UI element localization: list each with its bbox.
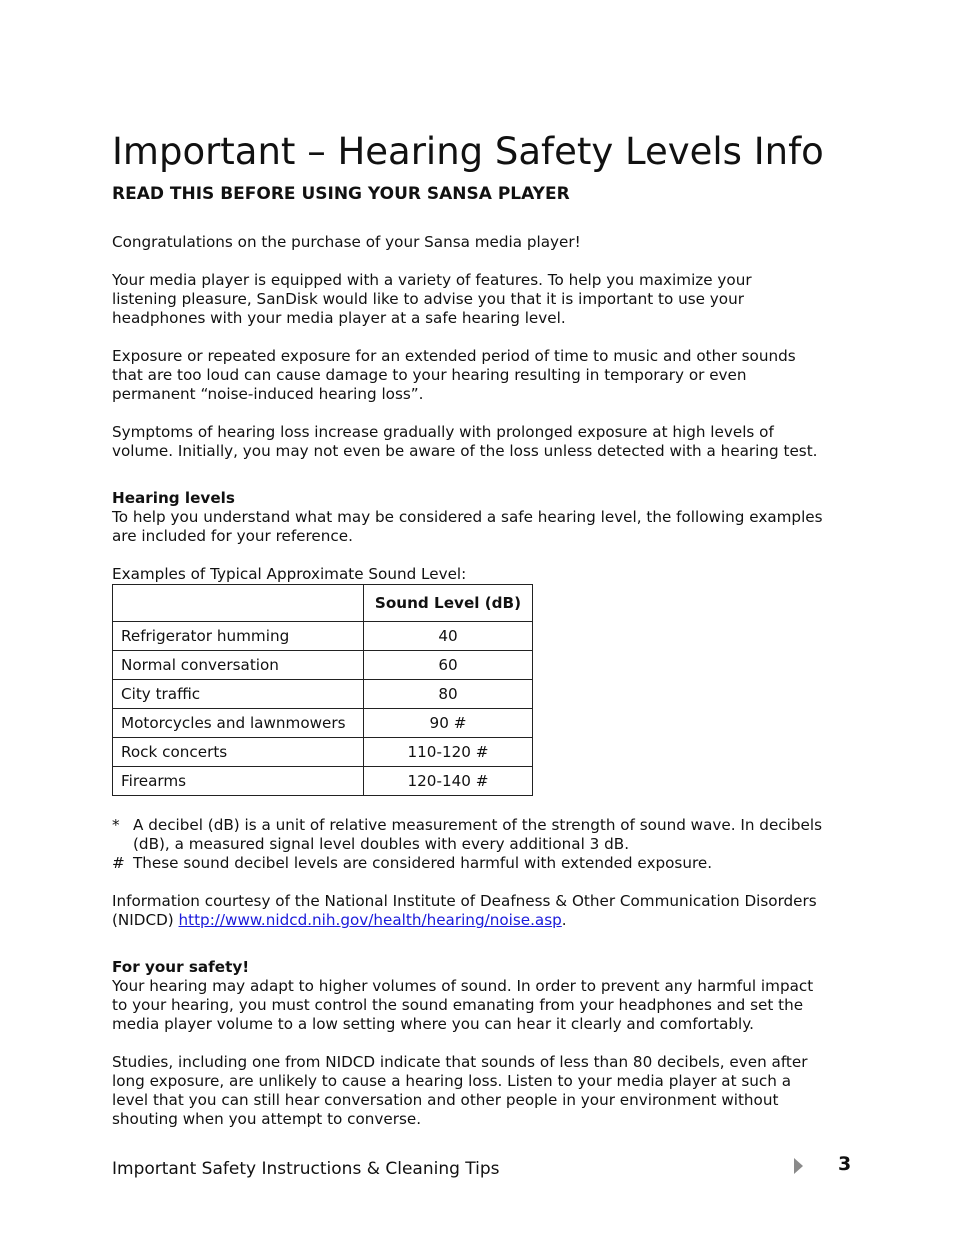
studies-text-line: long exposure, are unlikely to cause a hearing loss. Listen to your media player at such a — [112, 1072, 792, 1090]
footnote-star-text: A decibel (dB) is a unit of relative measurement of the strength of sound wave. In decibels (dB), a measured signal level doubles with every additional 3 dB. — [133, 816, 822, 853]
table-row — [113, 709, 533, 738]
safety-text-line: media player volume to a low setting where you can hear it clearly and comfortably. — [112, 1015, 754, 1033]
studies-text-line: shouting when you attempt to converse. — [112, 1110, 422, 1128]
table-row — [113, 680, 533, 709]
source-paragraph — [112, 892, 817, 930]
intro-paragraph-3-line: that are too loud can cause damage to your hearing resulting in temporary or even — [112, 366, 747, 384]
source-prefix: (NIDCD) — [112, 911, 179, 929]
footnote-harmful — [112, 854, 857, 873]
table-header-empty — [113, 585, 364, 622]
table-cell-db: 80 — [364, 680, 533, 709]
studies-text-line: Studies, including one from NIDCD indicate that sounds of less than 80 decibels, even after — [112, 1053, 808, 1071]
table-cell-db: 40 — [364, 622, 533, 651]
table-row — [113, 622, 533, 651]
table-cell-source: City traffic — [113, 680, 364, 709]
footnote-star-mark: * — [112, 816, 120, 834]
intro-paragraph-1: Congratulations on the purchase of your Sansa media player! — [112, 233, 581, 251]
table-row — [113, 738, 533, 767]
safety-text-line: to your hearing, you must control the sound emanating from your headphones and set the — [112, 996, 804, 1014]
footnote-decibel — [112, 816, 857, 854]
table-cell-db: 110-120 # — [364, 738, 533, 767]
table-cell-db: 120-140 # — [364, 767, 533, 796]
page-subtitle: READ THIS BEFORE USING YOUR SANSA PLAYER — [112, 184, 570, 204]
table-cell-source: Firearms — [113, 767, 364, 796]
sound-level-table — [112, 584, 533, 796]
safety-heading: For your safety! — [112, 958, 250, 976]
intro-paragraph-3-line: permanent “noise-induced hearing loss”. — [112, 385, 424, 403]
intro-paragraph-2 — [112, 271, 752, 328]
table-cell-source: Refrigerator humming — [113, 622, 364, 651]
intro-paragraph-2-line: listening pleasure, SanDisk would like to advise you that it is important to use your — [112, 290, 744, 308]
chevron-right-icon — [792, 1157, 804, 1175]
safety-text-line: Your hearing may adapt to higher volumes of sound. In order to prevent any harmful impact — [112, 977, 814, 995]
footer-section-title: Important Safety Instructions & Cleaning Tips — [112, 1159, 500, 1179]
intro-paragraph-2-line: Your media player is equipped with a variety of features. To help you maximize your — [112, 271, 752, 289]
page-title: Important – Hearing Safety Levels Info — [112, 130, 824, 173]
table-caption: Examples of Typical Approximate Sound Level: — [112, 565, 467, 583]
source-text-line-2 — [112, 911, 817, 930]
footnote-hash-mark: # — [112, 854, 125, 872]
table-header-row — [113, 585, 533, 622]
table-cell-source: Rock concerts — [113, 738, 364, 767]
table-cell-db: 60 — [364, 651, 533, 680]
source-suffix: . — [561, 911, 567, 929]
studies-paragraph — [112, 1053, 807, 1129]
table-cell-db: 90 # — [364, 709, 533, 738]
nidcd-link[interactable]: http://www.nidcd.nih.gov/health/hearing/noise.asp — [178, 911, 562, 929]
hearing-levels-text-line: To help you understand what may be considered a safe hearing level, the following examples — [112, 508, 823, 526]
intro-paragraph-2-line: headphones with your media player at a safe hearing level. — [112, 309, 566, 327]
footnote-hash-text: These sound decibel levels are considered harmful with extended exposure. — [133, 854, 713, 872]
intro-paragraph-3-line: Exposure or repeated exposure for an extended period of time to music and other sounds — [112, 347, 796, 365]
hearing-levels-heading: Hearing levels — [112, 489, 235, 507]
safety-section — [112, 958, 813, 1034]
source-text-line: Information courtesy of the National Institute of Deafness & Other Communication Disorders — [112, 892, 817, 910]
page-number: 3 — [838, 1153, 852, 1175]
intro-paragraph-4-line: Symptoms of hearing loss increase gradually with prolonged exposure at high levels of — [112, 423, 774, 441]
table-cell-source: Motorcycles and lawnmowers — [113, 709, 364, 738]
intro-paragraph-4-line: volume. Initially, you may not even be aware of the loss unless detected with a hearing test. — [112, 442, 818, 460]
table-header-sound-level: Sound Level (dB) — [364, 585, 533, 622]
table-cell-source: Normal conversation — [113, 651, 364, 680]
studies-text-line: level that you can still hear conversation and other people in your environment without — [112, 1091, 779, 1109]
hearing-levels-section — [112, 489, 823, 546]
table-row — [113, 767, 533, 796]
hearing-levels-text-line: are included for your reference. — [112, 527, 353, 545]
intro-paragraph-4 — [112, 423, 817, 461]
table-row — [113, 651, 533, 680]
intro-paragraph-3 — [112, 347, 796, 404]
